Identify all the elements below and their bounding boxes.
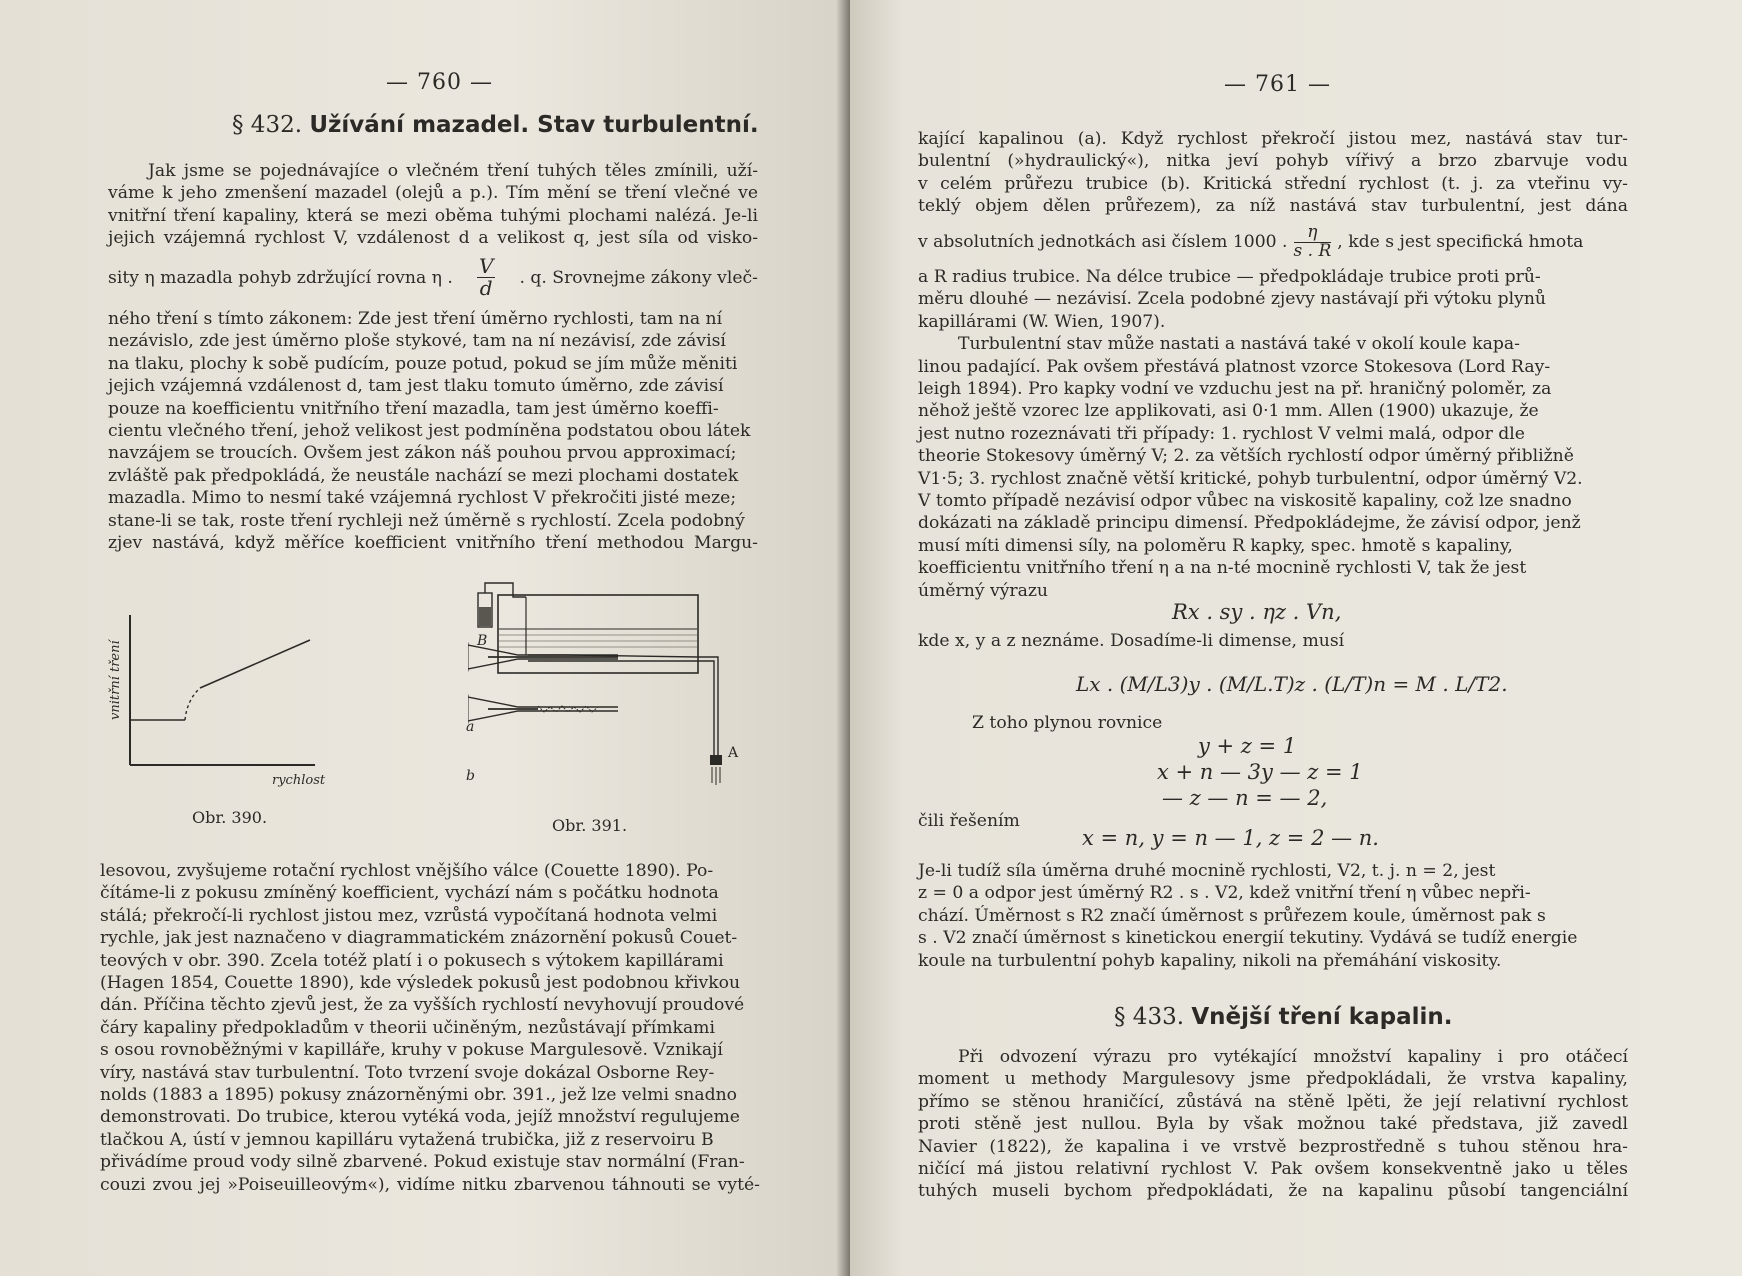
text-line: leigh 1894). Pro kapky vodní ve vzduchu jest na př. hraničný poloměr, za: [918, 379, 1552, 400]
text-line: chází. Úměrnost s R2 značí úměrnost s průřezem koule, úměrnost pak s: [918, 905, 1546, 926]
fraction-numerator: V: [478, 254, 494, 278]
text-line: měru dlouhé — nezávisí. Zcela podobné zjevy nastávají při výtoku plynů: [918, 289, 1546, 310]
label-a-tube: a: [466, 719, 475, 735]
page-number: — 761 —: [1224, 72, 1331, 97]
tube-b: [468, 695, 618, 723]
section-title: Užívání mazadel. Stav turbulentní.: [309, 112, 759, 138]
text-line: vnitřní tření kapaliny, která se mezi oběma tuhými plochami nalézá. Je-li: [108, 205, 758, 226]
formula-resistance-expression: Rx . sy . ηz . Vn,: [1172, 600, 1342, 624]
paragraph-kinetic-energy: [918, 860, 1628, 972]
text-line: Je-li tudíž síla úměrna druhé mocnině rychlosti, V2, t. j. n = 2, jest: [918, 861, 1496, 881]
text-line: dán. Příčina těchto zjevů jest, že za vyšších rychlostí nevyhovují proudové: [100, 995, 745, 1016]
curve-rising-segment: [200, 640, 310, 688]
fraction-v-over-d: [477, 256, 495, 299]
fraction-denominator: d: [479, 276, 493, 300]
fraction-denominator: s . R: [1293, 240, 1332, 261]
text-line: čáry kapaliny předpokladům v theorii učiněným, nezůstávají přímkami: [100, 1017, 715, 1038]
page-number: — 760 —: [386, 70, 493, 95]
section-number: § 432.: [232, 112, 303, 138]
text-line: kde x, y a z neznáme. Dosadíme-li dimense, musí: [918, 631, 1345, 651]
text-line: jejich vzájemná rychlost V, vzdálenost d a velikost q, jest síla od visko-: [108, 228, 758, 249]
section-number: § 433.: [1114, 1004, 1185, 1030]
text-line: víry, nastává stav turbulentní. Toto tvrzení svoje dokázal Osborne Rey-: [100, 1062, 715, 1083]
equation-1: y + z = 1: [1198, 734, 1297, 758]
paragraph-friction-laws: [108, 308, 758, 554]
section-heading: [232, 112, 759, 138]
text-line: proti stěně jest nullou. Byla by však možnou také představa, již zavedl: [918, 1114, 1628, 1135]
label-b-tube: b: [466, 768, 475, 784]
text-line: lesovou, zvyšujeme rotační rychlost vnějšího válce (Couette 1890). Po-: [100, 861, 714, 881]
text-line: dokázati na základě principu dimensí. Předpokládejme, že závisí odpor, jenž: [918, 513, 1581, 534]
text-line: . q. Srovnejme zákony vleč-: [519, 267, 758, 288]
text-line: linou padající. Pak ovšem přestává platnost vzorce Stokesova (Lord Ray-: [918, 356, 1551, 377]
outflow-stream: [712, 767, 720, 785]
text-line: koefficientu vnitřního tření η a na n-té mocnině rychlosti V, tak že jest: [918, 558, 1527, 579]
label-a-clamp: A: [728, 745, 739, 761]
curve-transition-segment: [185, 688, 200, 720]
text-line: Jak jsme se pojednávajíce o vlečném tření tuhých těles zmínili, uží-: [148, 161, 758, 181]
outlet-tube: [528, 655, 718, 765]
paragraph-external-friction: [918, 1046, 1628, 1203]
equation-2: x + n — 3y — z = 1: [1157, 760, 1363, 784]
text-line: stane-li se tak, roste tření rychleji než úměrně s rychlostí. Zcela podobný: [108, 510, 745, 531]
right-page: [850, 0, 1742, 1276]
text-line: zjev nastává, když měříce koefficient vnitřního tření methodou Margu-: [108, 533, 758, 554]
line-unknowns: [918, 630, 1628, 652]
figure-391-apparatus: [468, 575, 758, 805]
text-line: moment u methody Margulesovy jsme předpokládali, že vrstva kapaliny,: [918, 1069, 1628, 1090]
text-line: v celém průřezu trubice (b). Kritická střední rychlost (t. j. za vteřinu vy-: [918, 173, 1628, 194]
text-line: bulentní (»hydraulický«), nitka jeví pohyb vířivý a brzo zbarvuje vodu: [918, 151, 1628, 172]
text-line: přímo se stěnou hraničící, zůstává na stěně lpěti, že její relativní rychlost: [918, 1091, 1628, 1112]
label-b-reservoir: B: [477, 633, 488, 649]
figure-391-caption: Obr. 391.: [552, 816, 628, 835]
text-line: z = 0 a odpor jest úměrný R2 . s . V2, kdež vnitřní tření η vůbec nepři-: [918, 883, 1531, 904]
text-line: něhož ještě vzorec lze applikovati, asi 0·1 mm. Allen (1900) ukazuje, že: [918, 401, 1539, 422]
y-axis-label: vnitřní tření: [108, 640, 123, 720]
text-line: Turbulentní stav může nastati a nastává také v okolí koule kapa-: [958, 334, 1520, 355]
text-line: cientu vlečného tření, jehož velikost jest podmíněna podstatou obou látek: [108, 421, 751, 442]
paragraph-critical-velocity: [918, 128, 1628, 218]
text-line: Navier (1822), že kapalina i ve vrstvě bezprostředně s tuhou stěnou hra-: [918, 1136, 1628, 1157]
text-line: V tomto případě nezávisí odpor vůbec na viskositě kapaliny, což lze snadno: [918, 491, 1572, 512]
text-line: couzi zvou jej »Poiseuilleovým«), vidíme nitku zbarvenou táhnouti se vyté-: [100, 1174, 760, 1195]
text-line: teových v obr. 390. Zcela totéž platí i o pokusech s výtokem kapillárami: [100, 950, 724, 971]
text-line: theorie Stokesovy úměrný V; 2. za větších rychlostí odpor úměrný přibližně: [918, 446, 1574, 467]
text-line: s osou rovnoběžnými v kapilláře, kruhy v pokuse Margulesově. Vznikají: [100, 1040, 723, 1061]
text-line: pouze na koefficientu vnitřního tření mazadla, tam jest úměrno koeffi-: [108, 398, 719, 419]
outlet-tube-inner: [528, 661, 714, 765]
text-line: stálá; překročí-li rychlost jistou mez, vzrůstá vypočítaná hodnota velmi: [100, 905, 718, 926]
text-line: teklý objem dělen průřezem), za níž nastává stav turbulentní, jest dána: [918, 196, 1628, 217]
text-line: čítáme-li z pokusu zmíněný koefficient, vychází nám s počátku hodnota: [100, 883, 719, 904]
text-line: demonstrovati. Do trubice, kterou vytéká voda, jejíž množství regulujeme: [100, 1107, 740, 1128]
text-line: V1·5; 3. rychlost značně větší kritické, pohyb turbulentní, odpor úměrný V2.: [918, 468, 1583, 489]
text-line: kapillárami (W. Wien, 1907).: [918, 311, 1166, 332]
figure-390-caption: Obr. 390.: [192, 808, 268, 827]
text-line: úměrný výrazu: [918, 580, 1049, 601]
text-line: a R radius trubice. Na délce trubice — předpokládaje trubice proti prů-: [918, 267, 1541, 287]
text-line: na tlaku, plochy k sobě pudícím, pouze potud, pokud se jím může měniti: [108, 353, 738, 374]
text-line: ného tření s tímto zákonem: Zde jest tření úměrno rychlosti, tam na ní: [108, 309, 723, 329]
text-line: jest nutno rozeznávati tři případy: 1. rychlost V velmi malá, odpor dle: [918, 423, 1525, 444]
text-line: koule na turbulentní pohyb kapaliny, nikoli na přemáhání viskosity.: [918, 950, 1502, 971]
text-line: mazadla. Mimo to nesmí také vzájemná rychlost V překročiti jisté meze;: [108, 488, 737, 509]
critical-velocity-formula-line: [918, 224, 1628, 261]
left-page: [0, 0, 850, 1276]
text-line: s . V2 značí úměrnost s kinetickou energií tekutiny. Vydává se tudíž energie: [918, 928, 1578, 949]
figure-390-diagram: [100, 600, 340, 790]
text-line: ničící má jistou relativní rychlost V. Pak ovšem konsekventně jako u těles: [918, 1159, 1628, 1180]
fraction-numerator: η: [1294, 224, 1332, 243]
text-line: kající kapalinou (a). Když rychlost překročí jistou mez, nastává stav tur-: [918, 129, 1628, 149]
text-line: tuhých museli bychom předpokládati, že na kapalinu působí tangenciální: [918, 1181, 1628, 1202]
viscosity-formula-line: [108, 256, 758, 299]
text-line: v absolutních jednotkách asi číslem 1000 .: [918, 232, 1288, 253]
text-line: Při odvození výrazu pro vytékající množství kapaliny i pro otáčecí: [958, 1047, 1628, 1067]
text-line: , kde s jest specifická hmota: [1337, 232, 1584, 253]
text-line: zvláště pak předpokládá, že neustále nachází se mezi plochami dostatek: [108, 465, 739, 486]
text-line: Z toho plynou rovnice: [972, 713, 1163, 733]
equation-solution: x = n, y = n — 1, z = 2 — n.: [1082, 826, 1379, 850]
text-line: přivádíme proud vody silně zbarvené. Pokud existuje stav normální (Fran-: [100, 1152, 745, 1173]
paragraph-stokes: [918, 266, 1628, 602]
paragraph-lubricants: [108, 160, 758, 250]
paragraph-turbulence: [100, 860, 760, 1196]
text-line: jejich vzájemná vzdálenost d, tam jest tlaku tomuto úměrno, zde závisí: [108, 376, 724, 397]
section-title: Vnější tření kapalin.: [1191, 1004, 1453, 1030]
section-heading: [1114, 1004, 1452, 1030]
text-line: musí míti dimensi síly, na poloměru R kapky, spec. hmotě s kapaliny,: [918, 535, 1513, 556]
reservoir-dye: [479, 607, 491, 626]
text-line: čili řešením: [918, 811, 1020, 831]
line-from: [972, 712, 1272, 734]
formula-dimensions: Lx . (M/L3)y . (M/L.T)z . (L/T)n = M . L/T2.: [1076, 672, 1508, 696]
fraction-eta-over-sR: [1294, 224, 1332, 261]
text-line: rychle, jak jest naznačeno v diagrammatickém znázornění pokusů Couet-: [100, 928, 738, 949]
clamp-a: [710, 755, 722, 765]
text-line: nezávislo, zde jest úměrno ploše stykové, tam na ní nezávisí, zde závisí: [108, 331, 726, 352]
text-line: sity η mazadla pohyb zdržující rovna η .: [108, 267, 453, 288]
text-line: tlačkou A, ústí v jemnou kapilláru vytažená trubička, již z reservoiru B: [100, 1129, 714, 1150]
text-line: váme k jeho zmenšení mazadel (olejů a p.). Tím mění se tření vlečné ve: [108, 183, 758, 204]
x-axis-label: rychlost: [272, 773, 326, 788]
text-line: navzájem se troucích. Ovšem jest zákon náš pouhou prvou approximací;: [108, 443, 737, 464]
text-line: (Hagen 1854, Couette 1890), kde výsledek pokusů jest podobnou křivkou: [100, 973, 741, 994]
text-line: nolds (1883 a 1895) pokusy znázorněnými obr. 391., jež lze velmi snadno: [100, 1085, 738, 1106]
equation-3: — z — n = — 2,: [1162, 786, 1328, 810]
